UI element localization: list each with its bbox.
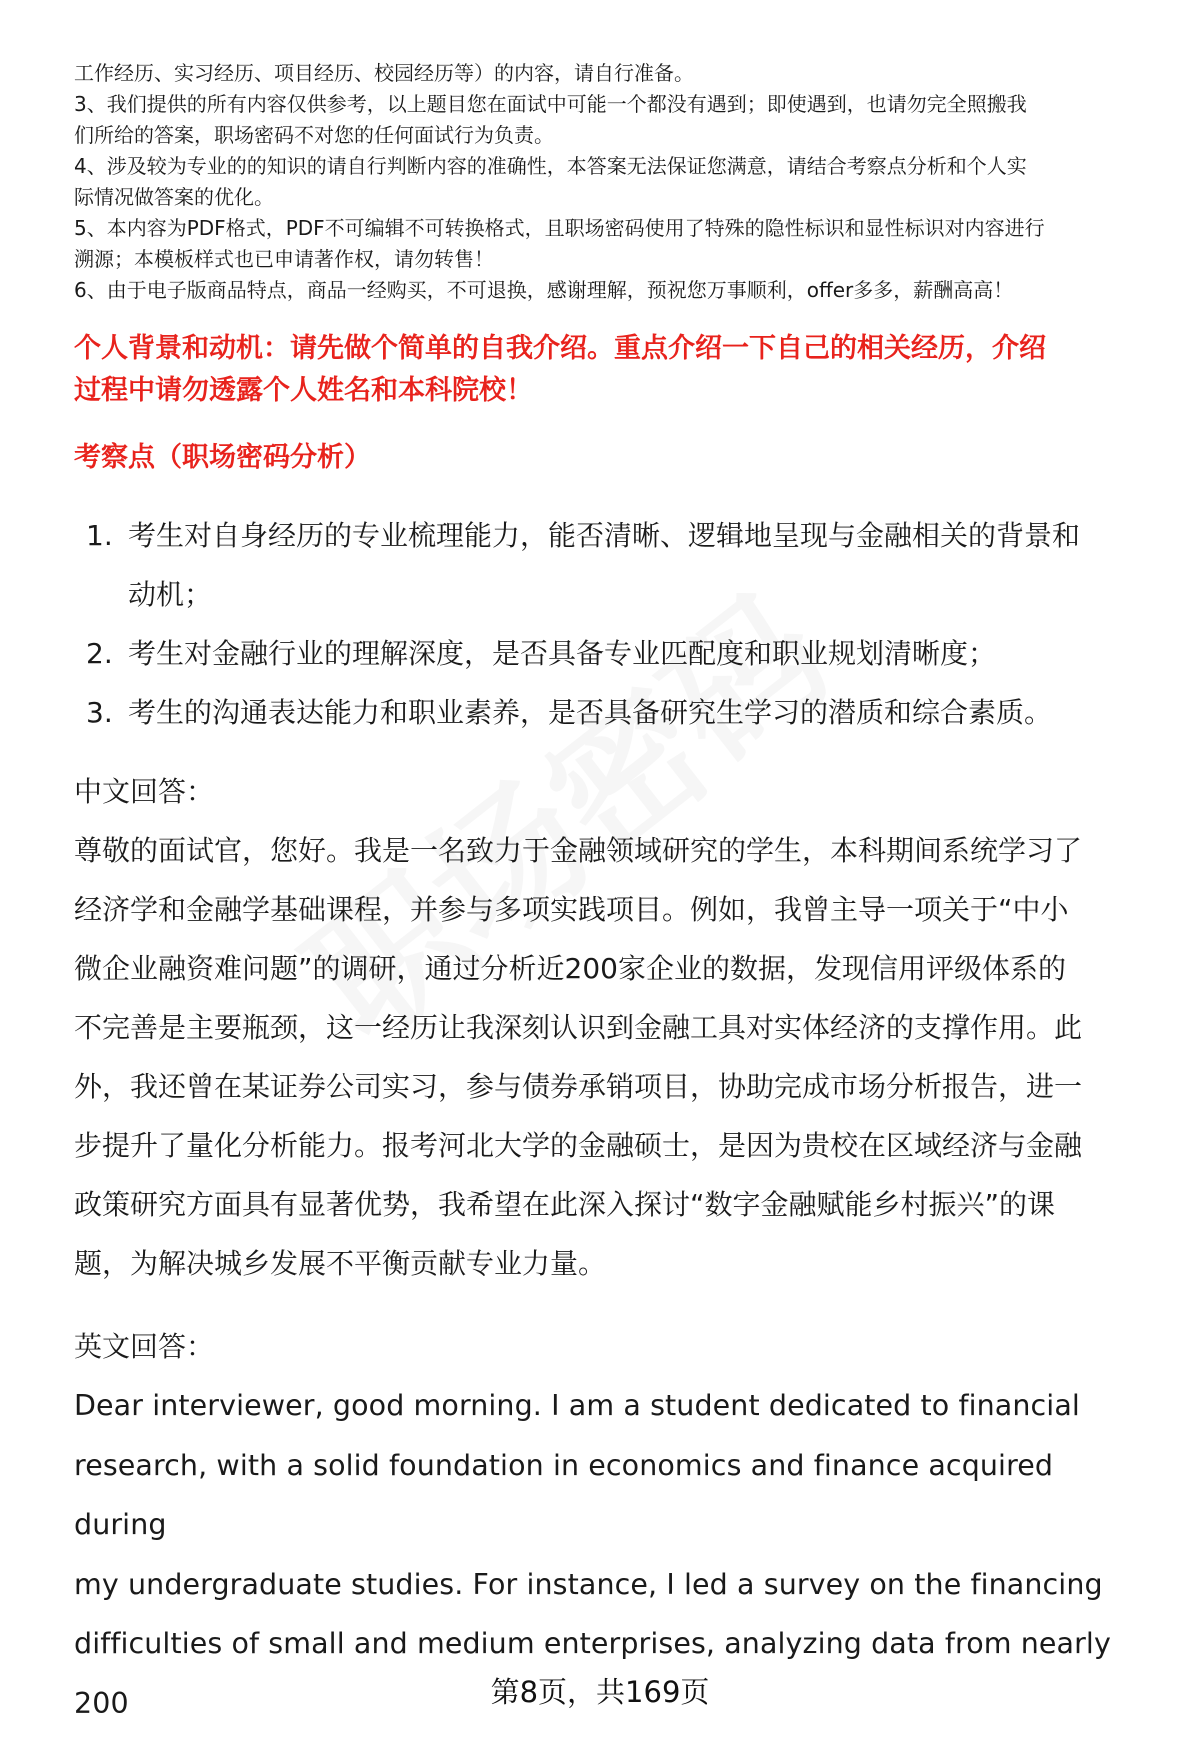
- answer-cn-line: 经济学和金融学基础课程，并参与多项实践项目。例如，我曾主导一项关于“中小: [74, 893, 1069, 926]
- analysis-point: [74, 683, 1154, 742]
- note-line: 3、我们提供的所有内容仅供参考，以上题目您在面试中可能一个都没有遇到；即使遇到，也请勿完全照搬我: [74, 92, 1027, 116]
- note-line: 5、本内容为PDF格式，PDF不可编辑不可转换格式，且职场密码使用了特殊的隐性标识和显性标识对内容进行: [74, 216, 1045, 240]
- analysis-point: [74, 624, 1154, 683]
- question-line: 个人背景和动机：请先做个简单的自我介绍。重点介绍一下自己的相关经历，介绍: [74, 333, 1046, 364]
- note-line: 工作经历、实习经历、项目经历、校园经历等）的内容，请自行准备。: [74, 61, 694, 85]
- notes-section: [74, 58, 1154, 306]
- note-line: 际情况做答案的优化。: [74, 185, 274, 209]
- answer-en-line: difficulties of small and medium enterprises, analyzing data from nearly 200: [74, 1627, 1111, 1720]
- answer-en-line: research, with a solid foundation in economics and finance acquired during: [74, 1448, 1054, 1541]
- analysis-points: [74, 506, 1154, 742]
- note-line: 溯源；本模板样式也已申请著作权，请勿转售！: [74, 247, 494, 271]
- question-heading: [74, 328, 1154, 412]
- answer-cn-line: 步提升了量化分析能力。报考河北大学的金融硕士，是因为贵校在区域经济与金融: [74, 1129, 1083, 1162]
- analysis-title: 考察点（职场密码分析）: [74, 442, 371, 473]
- note-line: 4、涉及较为专业的的知识的请自行判断内容的准确性，本答案无法保证您满意，请结合考察点分析和个人实: [74, 154, 1027, 178]
- answer-en-line: my undergraduate studies. For instance, I led a survey on the financing: [74, 1567, 1103, 1601]
- point-text: 考生对金融行业的理解深度，是否具备专业匹配度和职业规划清晰度；: [128, 637, 997, 670]
- answer-en-line: Dear interviewer, good morning. I am a student dedicated to financial: [74, 1389, 1080, 1422]
- answer-cn-line: 尊敬的面试官，您好。我是一名致力于金融领域研究的学生，本科期间系统学习了: [74, 834, 1083, 867]
- point-text: 考生对自身经历的专业梳理能力，能否清晰、逻辑地呈现与金融相关的背景和: [128, 519, 1081, 552]
- question-line: 过程中请勿透露个人姓名和本科院校！: [74, 375, 533, 406]
- answer-en-label: 英文回答：: [74, 1330, 215, 1363]
- point-number: 2.: [86, 637, 113, 670]
- note-line: 6、由于电子版商品特点，商品一经购买，不可退换，感谢理解，预祝您万事顺利，offer多多，薪酬高高！: [74, 278, 1014, 302]
- answer-cn-label: 中文回答：: [74, 775, 215, 808]
- answer-cn-line: 微企业融资难问题”的调研，通过分析近200家企业的数据，发现信用评级体系的: [74, 952, 1066, 985]
- page-content: [74, 58, 1154, 1733]
- note-line: 们所给的答案，职场密码不对您的任何面试行为负责。: [74, 123, 554, 147]
- point-text: 考生的沟通表达能力和职业素养，是否具备研究生学习的潜质和综合素质。: [128, 696, 1053, 729]
- analysis-point: [74, 506, 1154, 624]
- answer-cn-line: 题，为解决城乡发展不平衡贡献专业力量。: [74, 1247, 607, 1280]
- page-number-footer: 第8页，共169页: [490, 1675, 710, 1709]
- point-text: 动机；: [128, 578, 213, 611]
- answer-cn-body: [74, 821, 1154, 1293]
- answer-cn-line: 不完善是主要瓶颈，这一经历让我深刻认识到金融工具对实体经济的支撑作用。此: [74, 1011, 1083, 1044]
- point-number: 3.: [86, 696, 113, 729]
- point-number: 1.: [86, 519, 113, 552]
- answer-cn-line: 政策研究方面具有显著优势，我希望在此深入探讨“数字金融赋能乡村振兴”的课: [74, 1188, 1056, 1221]
- answer-cn-line: 外，我还曾在某证券公司实习，参与债券承销项目，协助完成市场分析报告，进一: [74, 1070, 1083, 1103]
